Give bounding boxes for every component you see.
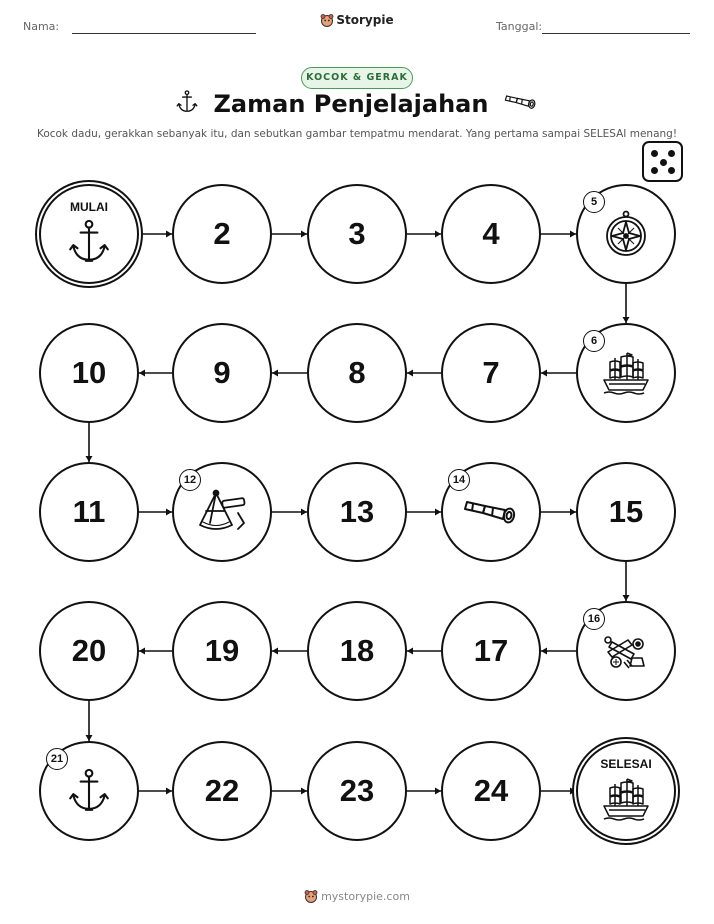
board-cell-12	[172, 462, 272, 562]
cell-number: 18	[339, 633, 375, 668]
telescope-icon	[463, 497, 519, 531]
date-label: Tanggal:	[496, 20, 543, 33]
arrow-head	[272, 370, 278, 377]
board-cell-24	[441, 741, 541, 841]
cell-number-tag: 16	[583, 608, 605, 630]
board-cell-14	[441, 462, 541, 562]
board-cell-2	[172, 184, 272, 284]
ship-icon	[601, 776, 651, 826]
board-cell-5	[576, 184, 676, 284]
cell-number: 3	[348, 216, 366, 251]
cell-number-tag: 6	[583, 330, 605, 352]
compass-icon	[604, 210, 648, 262]
board-cell-22	[172, 741, 272, 841]
cell-number: 9	[213, 355, 231, 390]
page-title: Zaman Penjelajahan	[213, 90, 489, 118]
footer	[0, 889, 714, 903]
cell-number-tag: 21	[46, 748, 68, 770]
cell-number: 17	[473, 633, 509, 668]
board-cell-20	[39, 601, 139, 701]
anchor-icon	[68, 768, 110, 818]
board-cell-11	[39, 462, 139, 562]
name-label: Nama:	[23, 20, 60, 33]
arrow-head	[541, 648, 547, 655]
date-line[interactable]	[542, 33, 690, 34]
title-row	[0, 90, 714, 118]
telescope-icon	[504, 93, 538, 115]
cell-number-tag: 5	[583, 191, 605, 213]
arrow-head	[407, 648, 413, 655]
arrow-head	[139, 370, 145, 377]
board-cell-16	[576, 601, 676, 701]
cell-number: 15	[608, 494, 644, 529]
cell-number: 22	[204, 773, 240, 808]
board-cell-15	[576, 462, 676, 562]
arrow-head	[272, 648, 278, 655]
footer-url: mystorypie.com	[321, 890, 410, 903]
arrow-head	[541, 370, 547, 377]
cell-number: 8	[348, 355, 366, 390]
board-cell-9	[172, 323, 272, 423]
cell-number: 20	[71, 633, 107, 668]
brand	[0, 13, 714, 27]
spices-icon	[602, 632, 650, 674]
arrow-head	[139, 648, 145, 655]
board-cell-23	[307, 741, 407, 841]
board-cell-19	[172, 601, 272, 701]
storypie-logo-icon	[320, 13, 334, 27]
board-cell-4	[441, 184, 541, 284]
cell-number: 4	[482, 216, 500, 251]
cell-number: 24	[473, 773, 509, 808]
board-cell-10	[39, 323, 139, 423]
board-cell-13	[307, 462, 407, 562]
dice-icon	[642, 141, 683, 182]
anchor-icon	[176, 90, 198, 118]
cell-number: 7	[482, 355, 500, 390]
sextant-icon	[194, 489, 250, 539]
board-cell-3	[307, 184, 407, 284]
board-cell-1	[39, 184, 139, 284]
cell-label: MULAI	[70, 200, 108, 214]
arrow-head	[407, 370, 413, 377]
board-cell-18	[307, 601, 407, 701]
game-type-badge: KOCOK & GERAK	[301, 67, 413, 89]
cell-label: SELESAI	[600, 757, 652, 771]
storypie-logo-icon	[304, 889, 318, 903]
board-cell-8	[307, 323, 407, 423]
board-cell-25	[576, 741, 676, 841]
board-cell-21	[39, 741, 139, 841]
board-cell-7	[441, 323, 541, 423]
name-line[interactable]	[72, 33, 256, 34]
instructions: Kocok dadu, gerakkan sebanyak itu, dan sebutkan gambar tempatmu mendarat. Yang pertama sampai SELESAI menang!	[36, 128, 678, 140]
cell-number: 23	[339, 773, 375, 808]
anchor-icon	[68, 219, 110, 269]
cell-number: 11	[72, 494, 106, 529]
cell-number: 10	[71, 355, 107, 390]
cell-number: 2	[213, 216, 231, 251]
cell-number-tag: 12	[179, 469, 201, 491]
brand-name: Storypie	[336, 13, 394, 27]
cell-number: 13	[339, 494, 375, 529]
board-cell-6	[576, 323, 676, 423]
ship-icon	[601, 350, 651, 400]
cell-number-tag: 14	[448, 469, 470, 491]
cell-number: 19	[204, 633, 240, 668]
board-cell-17	[441, 601, 541, 701]
